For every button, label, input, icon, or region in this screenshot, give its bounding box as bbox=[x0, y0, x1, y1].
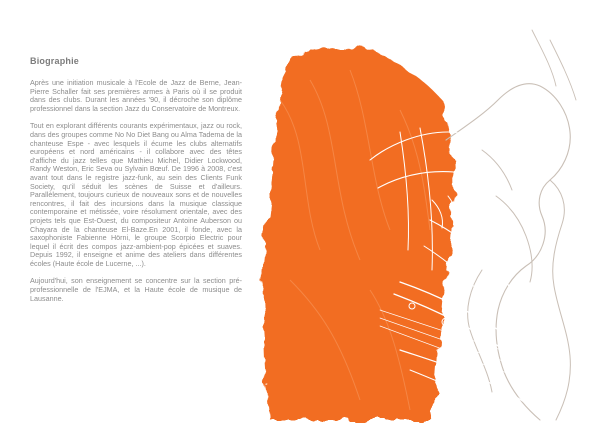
biography-text-column bbox=[30, 56, 242, 312]
biography-paragraph-1: Après une initiation musicale à l'Ecole de Jazz de Berne, Jean-Pierre Schaller fait ses premières armes à Paris où il se produit dans des clubs. Durant les années '90, il décroche son diplôme professionnel dans la section Jazz du Conservatoire de Montreux. bbox=[30, 78, 242, 113]
biography-paragraph-3: Aujourd'hui, son enseignement se concentre sur la section pré-professionnelle de l'EJMA, et la Haute école de musique de Lausanne. bbox=[30, 276, 242, 303]
biography-heading: Biographie bbox=[30, 56, 80, 66]
bass-player-illustration bbox=[250, 20, 592, 423]
biography-paragraph-2: Tout en explorant différents courants expérimentaux, jazz ou rock, dans des groupes comme No No Diet Bang ou Alma Tadema de la chanteuse Espe - avec lesquels il écume les clubs alternatifs européens et nord américains - il collabore avec des têtes d'affiche du jazz telles que Mathieu Michel, Didier Lockwood, Randy Weston, Eric Seva ou Sylvain Bœuf. De 1996 à 2008, c'est avant tout dans le registre jazz-funk, au sein des Clients Funk Society, qu'il séduit les scènes de Suisse et d'ailleurs. Parallèlement, toujours curieux de nouveaux sons et de nouvelles rencontres, il fait des incursions dans la musique classique contemporaine et métissée, voire résolument orientale, avec des projets tels que Est-Ouest, du compositeur Antoine Auberson ou Chayara de la chanteuse El-Baze.En 2001, il fonde, avec la saxophoniste Fabienne Hörni, le groupe Scorpio Electric pour lequel il écrit des compos jazz-ambient-pop épicées et suaves. Depuis 1992, il enseigne et anime des ateliers dans différentes écoles (Haute école de Lucerne, ...). bbox=[30, 121, 242, 268]
orange-grain bbox=[262, 48, 454, 420]
